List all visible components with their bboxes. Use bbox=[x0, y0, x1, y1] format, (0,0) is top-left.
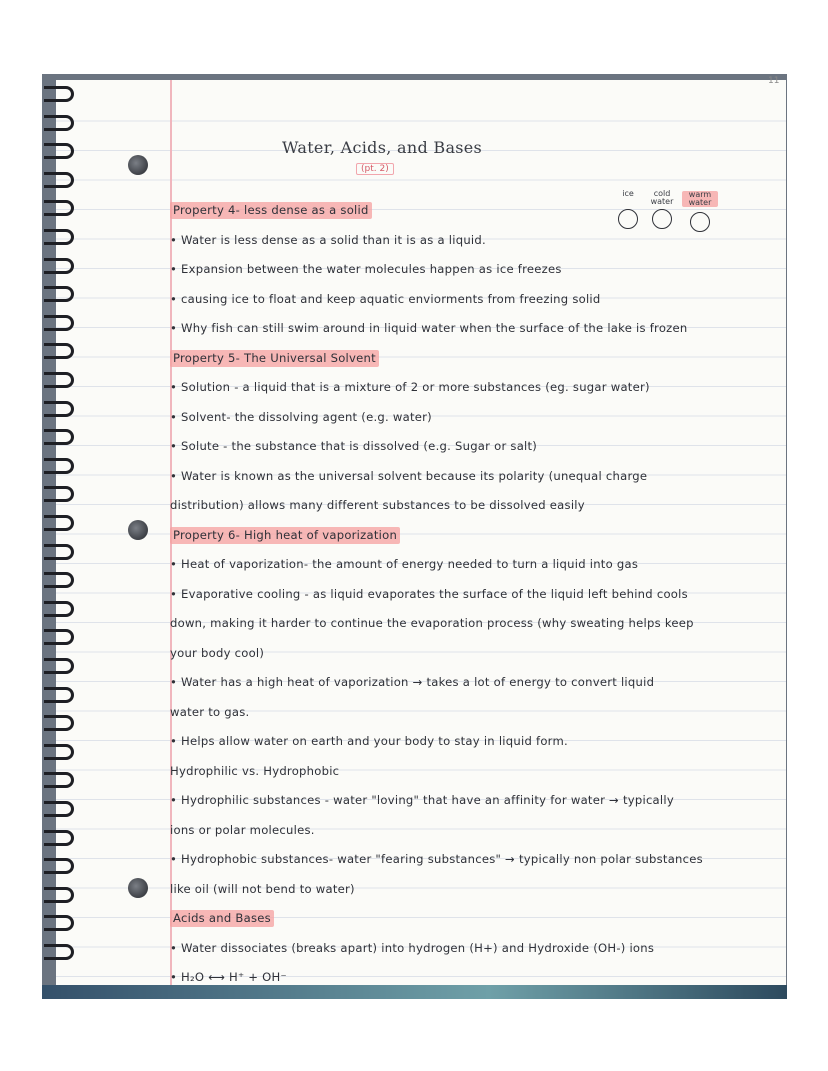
note-text: down, making it harder to continue the evaporation process (why sweating helps keep bbox=[170, 616, 694, 630]
spiral-coil bbox=[44, 286, 74, 302]
spiral-coil bbox=[44, 544, 74, 560]
note-text: Property 5- The Universal Solvent bbox=[170, 350, 379, 367]
note-line bbox=[170, 852, 703, 866]
note-line bbox=[170, 764, 339, 778]
diagram-label-warm-water: warm water bbox=[682, 191, 718, 207]
note-text: • H₂O ⟷ H⁺ + OH⁻ bbox=[170, 970, 287, 984]
note-text: distribution) allows many different substances to be dissolved easily bbox=[170, 498, 585, 512]
note-text: • Hydrophobic substances- water "fearing substances" → typically non polar substances bbox=[170, 852, 703, 866]
note-text: your body cool) bbox=[170, 645, 265, 660]
note-line bbox=[170, 557, 638, 571]
note-text: • Water is less dense as a solid than it is as a liquid. bbox=[170, 232, 486, 247]
note-text: • Solution - a liquid that is a mixture of 2 or more substances (eg. sugar water) bbox=[170, 380, 650, 394]
note-text: • Solvent- the dissolving agent (e.g. water) bbox=[170, 409, 432, 424]
spiral-coil bbox=[44, 143, 74, 159]
cold-water-molecule-icon bbox=[652, 209, 672, 229]
section-heading bbox=[170, 203, 372, 217]
spiral-coil bbox=[44, 315, 74, 331]
spiral-coil bbox=[44, 343, 74, 359]
note-line bbox=[170, 616, 694, 630]
spiral-coil bbox=[44, 687, 74, 703]
spiral-coil bbox=[44, 258, 74, 274]
punch-hole bbox=[128, 155, 148, 175]
spiral-coil bbox=[44, 715, 74, 731]
note-line bbox=[170, 233, 486, 247]
note-text: ions or polar molecules. bbox=[170, 822, 315, 837]
note-text: Property 4- less dense as a solid bbox=[170, 202, 372, 219]
spiral-coil bbox=[44, 801, 74, 817]
spiral-coil bbox=[44, 172, 74, 188]
spiral-coil bbox=[44, 858, 74, 874]
note-line bbox=[170, 587, 688, 601]
note-text: • Hydrophilic substances - water "loving" that have an affinity for water → typically bbox=[170, 793, 674, 807]
note-text: Hydrophilic vs. Hydrophobic bbox=[170, 763, 340, 778]
spiral-coil bbox=[44, 601, 74, 617]
note-line bbox=[170, 882, 355, 896]
note-line bbox=[170, 469, 647, 483]
ice-molecule-icon bbox=[618, 209, 638, 229]
page-number: 11 bbox=[768, 76, 780, 86]
spiral-coil bbox=[44, 572, 74, 588]
punch-hole bbox=[128, 878, 148, 898]
note-text: • Heat of vaporization- the amount of energy needed to turn a liquid into gas bbox=[170, 557, 639, 571]
note-text: • Helps allow water on earth and your body to stay in liquid form. bbox=[170, 734, 568, 748]
section-heading bbox=[170, 351, 379, 365]
note-line bbox=[170, 793, 674, 807]
note-line bbox=[170, 970, 287, 984]
spiral-coil bbox=[44, 915, 74, 931]
spiral-coil bbox=[44, 944, 74, 960]
page-subtitle: (pt. 2) bbox=[356, 163, 394, 175]
note-text: water to gas. bbox=[170, 704, 250, 719]
warm-water-molecule-icon bbox=[690, 212, 710, 232]
note-text: Property 6- High heat of vaporization bbox=[170, 527, 400, 544]
note-line bbox=[170, 941, 654, 955]
note-line bbox=[170, 410, 432, 424]
spiral-coil bbox=[44, 830, 74, 846]
note-text: • Solute - the substance that is dissolved (e.g. Sugar or salt) bbox=[170, 439, 538, 453]
spiral-coil bbox=[44, 115, 74, 131]
spiral-coil bbox=[44, 887, 74, 903]
water-density-diagram bbox=[610, 190, 730, 234]
spiral-coil bbox=[44, 200, 74, 216]
spiral-coil bbox=[44, 515, 74, 531]
note-line bbox=[170, 823, 315, 837]
note-line bbox=[170, 705, 249, 719]
note-line bbox=[170, 380, 650, 394]
note-text: • Water is known as the universal solvent because its polarity (unequal charge bbox=[170, 468, 648, 483]
spiral-coil bbox=[44, 744, 74, 760]
note-text: • Water dissociates (breaks apart) into hydrogen (H+) and Hydroxide (OH-) ions bbox=[170, 940, 655, 955]
diagram-label-ice: ice bbox=[622, 189, 634, 198]
spiral-coil bbox=[44, 772, 74, 788]
note-line bbox=[170, 734, 568, 748]
diagram-label-cold-water: cold water bbox=[650, 189, 674, 206]
note-text: Acids and Bases bbox=[170, 910, 274, 927]
spiral-binding bbox=[44, 86, 94, 966]
note-text: • causing ice to float and keep aquatic enviorments from freezing solid bbox=[170, 291, 601, 306]
spiral-coil bbox=[44, 401, 74, 417]
page-title: Water, Acids, and Bases bbox=[282, 138, 483, 157]
note-text: • Expansion between the water molecules happen as ice freezes bbox=[170, 262, 562, 276]
note-line bbox=[170, 439, 537, 453]
spiral-coil bbox=[44, 629, 74, 645]
note-text: like oil (will not bend to water) bbox=[170, 881, 355, 896]
spiral-coil bbox=[44, 458, 74, 474]
spiral-coil bbox=[44, 658, 74, 674]
spiral-coil bbox=[44, 86, 74, 102]
note-line bbox=[170, 498, 585, 512]
spiral-coil bbox=[44, 372, 74, 388]
section-heading bbox=[170, 528, 400, 542]
note-line bbox=[170, 262, 562, 276]
note-line bbox=[170, 321, 687, 335]
note-line bbox=[170, 675, 654, 689]
note-text: • Evaporative cooling - as liquid evaporates the surface of the liquid left behind cools bbox=[170, 586, 688, 601]
spiral-coil bbox=[44, 486, 74, 502]
section-heading bbox=[170, 911, 274, 925]
punch-hole bbox=[128, 520, 148, 540]
spiral-coil bbox=[44, 229, 74, 245]
note-text: • Why fish can still swim around in liquid water when the surface of the lake is frozen bbox=[170, 321, 688, 335]
note-text: • Water has a high heat of vaporization → takes a lot of energy to convert liquid bbox=[170, 675, 655, 689]
note-line bbox=[170, 646, 264, 660]
note-line bbox=[170, 292, 601, 306]
spiral-coil bbox=[44, 429, 74, 445]
